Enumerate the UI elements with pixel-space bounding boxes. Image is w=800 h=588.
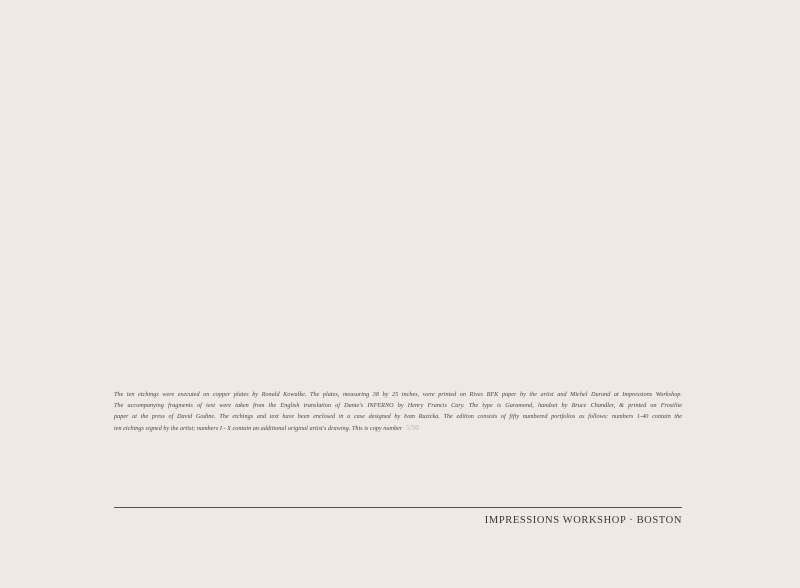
copy-number-handwritten: 5/50 (406, 423, 419, 432)
colophon-line-last (114, 423, 682, 434)
colophon-line: The accompanying fragments of text were taken from the English translation of Dante's INFERNO by Henry Francis Cary. The type is Garamond, handset by Bruce Chandler, & printed on Frostlite (114, 402, 682, 410)
publisher-imprint: IMPRESSIONS WORKSHOP · BOSTON (484, 515, 682, 526)
colophon-line: paper at the press of David Godine. The etchings and text have been enclosed in a case designed by Ivan Ruzicka. The edition consists of fifty numbered portfolios as follows: numbers 1-40 contain the (114, 413, 682, 421)
colophon-line-text: ten etchings signed by the artist; numbers I - X contain an additional original artist's drawing. This is copy number (114, 424, 403, 432)
colophon-line: The ten etchings were executed on copper plates by Ronald Kowalke. The plates, measuring 38 by 25 inches, were printed on Rives BFK paper by the artist and Michel Durand at Impressions Workshop. (114, 391, 682, 398)
colophon-text (114, 389, 682, 434)
horizontal-rule (114, 507, 682, 508)
